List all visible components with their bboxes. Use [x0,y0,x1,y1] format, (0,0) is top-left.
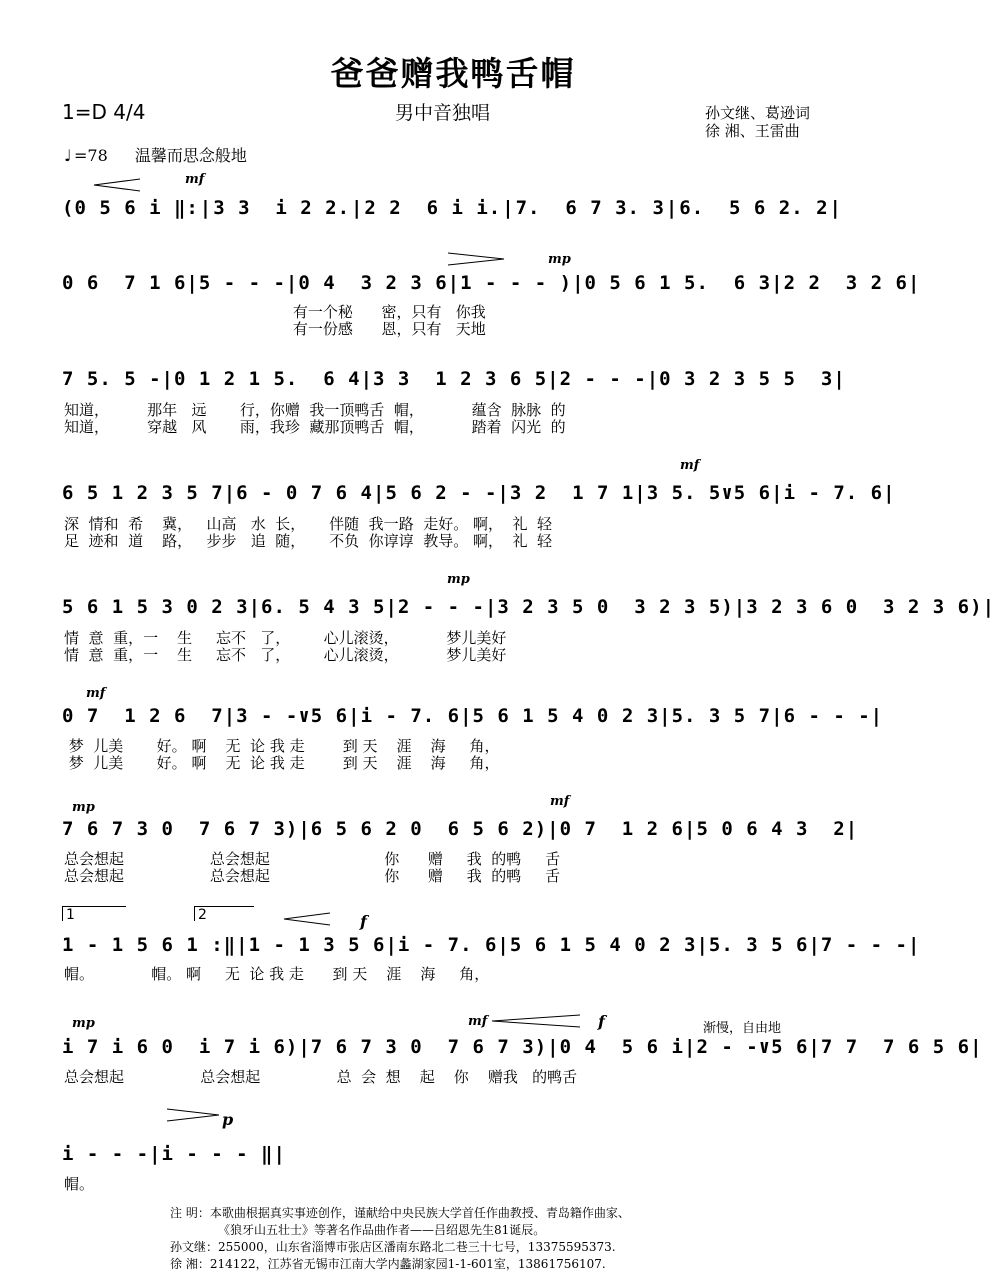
measure: 0 1 2 1 5. 6 4 [173,368,361,390]
crescendo-icon [92,178,142,192]
barline: | [696,934,709,956]
lyric-line: 足 迹和 道 路， 步步 追 随， 不负 你谆谆 教导。 啊， 礼 轻 [64,532,553,550]
notation-system [62,1143,286,1165]
measure: i - 7. 6 [397,934,498,956]
measure: 3 3 i 2 2. [213,197,351,219]
measure: i - 7. 6 [783,482,884,504]
measure: 0 7 1 2 6 7 [62,705,224,727]
barline: | [186,272,199,294]
barline: | [385,596,398,618]
barline: | [161,368,174,390]
lyric-line: 梦 儿美 好。 啊 无 论 我 走 到 天 涯 海 角， [64,754,500,772]
composers-credit: 徐 湘、王雷曲 [705,122,800,140]
barline: | [447,272,461,294]
measure: 7 6 7 3 0 7 6 7 3) [310,1036,548,1058]
measure: 0 5 6 1 5. 6 3 [584,272,772,294]
measure: 7 - - - [820,934,908,956]
volta-1: 1 [62,906,126,921]
dynamic-mp-2: mp [447,572,470,587]
barline: | [833,368,846,390]
measure: 5 0 6 4 3 2 [696,818,846,840]
dynamic-mp-4: mp [72,1016,95,1031]
barline: | [733,596,747,618]
measure: 0 4 5 6 i [559,1036,684,1058]
dynamic-mf-4: mf [550,794,570,809]
measure: 2 - - - [559,368,647,390]
footnote-line-3: 孙文继：255000，山东省淄博市张店区潘南东路北二巷三十七号，13375595373. [170,1240,616,1254]
song-title: 爸爸赠我鸭舌帽 [330,54,576,93]
dynamic-p: p [222,1110,234,1129]
dynamic-mp-1: mp [548,252,571,267]
notation-system [62,482,896,504]
crescendo-icon [490,1014,582,1028]
measure: 2 - -∨5 6 [696,1036,809,1058]
expression-text: 温馨而思念般地 [134,146,247,165]
lyric-line: 总会想起 总会想起 总 会 想 起 你 赠我 的鸭舌 [64,1068,578,1086]
dynamic-mp-3: mp [72,800,95,815]
measure: 6 5 6 2 0 6 5 6 2) [310,818,548,840]
measure: 0 7 1 2 6 [559,818,684,840]
barline: | [236,934,249,956]
barline: | [547,1036,560,1058]
barline: | [845,818,859,840]
measure: 5 - - - [198,272,286,294]
barline: | [298,818,311,840]
measure: i - - - ‖ [161,1143,274,1165]
measure: 3 2 1 7 1 [509,482,635,504]
barline: | [547,368,560,390]
measure: 7 5. 5 - [62,368,162,390]
quarter-note-icon: ♩ [64,146,72,165]
measure: 0 6 7 1 6 [62,272,187,294]
measure: 1 - - - ) [460,272,573,294]
barline: | [348,705,361,727]
lyric-line: 情 意 重，一 生 忘不 了， 心儿滚烫， 梦儿美好 [64,629,507,647]
barline: | [385,934,398,956]
lyric-line: 知道， 穿越 风 雨，我珍 藏那顶鸭舌 帽， 踏着 闪光 的 [64,418,566,436]
lyric-line: 情 意 重，一 生 忘不 了， 心儿滚烫， 梦儿美好 [64,646,507,664]
lyric-line: 梦 儿美 好。 啊 无 论 我 走 到 天 涯 海 角， [64,737,500,755]
lyric-line: 有一个秘 密，只有 你我 [64,303,486,321]
notation-system [62,272,921,294]
measure: 6 5 1 2 3 5 7 [62,482,224,504]
decrescendo-icon [165,1108,221,1122]
measure: 7. 6 7 3. 3 [515,197,665,219]
footnote-line-2: 《狼牙山五壮士》等著名作品曲作者——吕绍恩先生81诞辰。 [218,1223,546,1237]
barline: | [683,1036,697,1058]
barline: | [659,705,672,727]
tempo-marking [64,143,247,166]
measure: 6 - - - [783,705,871,727]
measure: 2 2 3 2 6 [783,272,908,294]
barline: | [883,482,896,504]
barline: | [484,596,498,618]
lyric-line: 帽。 [64,1175,95,1193]
measure: 5. 3 5 7 [671,705,772,727]
barline: | [373,482,386,504]
barline: | [248,596,262,618]
lyric-line: 深 情和 希 冀， 山高 水 长， 伴随 我一路 走好。 啊， 礼 轻 [64,515,553,533]
footnote-line-4: 徐 湘：214122，江苏省无锡市江南大学内蠡湖家园1-1-601室，13861756107. [170,1257,606,1271]
measure: 3 - -∨5 6 [236,705,349,727]
measure: 5. 3 5 6 [708,934,809,956]
barline: | [829,197,842,219]
measure: 6. 5 4 3 5 [261,596,386,618]
measure: 5 6 1 5 3 0 2 3 [62,596,249,618]
barline: | [665,197,679,219]
measure: 6. 5 6 2. 2 [679,197,829,219]
measure: i - 7. 6 [360,705,461,727]
decrescendo-icon [446,252,506,266]
measure: 3 2 3 6 0 3 2 3 6) [746,596,983,618]
barline: | [199,197,213,219]
barline: | [497,934,510,956]
dynamic-mf-2: mf [680,458,700,473]
measure: 5 6 1 5 4 0 2 3 [509,934,697,956]
barline: | [907,272,921,294]
notation-system [62,818,859,840]
barline: | [634,482,647,504]
key-signature: 1=D 4/4 [62,100,146,124]
tempo-value: =78 [74,146,108,165]
barline: | [298,1036,311,1058]
notation-system [62,705,884,727]
dynamic-f-1: f [360,912,367,931]
measure: 2 2 6 i i. [364,197,502,219]
measure: 5 6 2 - - [385,482,498,504]
measure: i - - - [62,1143,150,1165]
barline: | [351,197,364,219]
barline: | [460,705,473,727]
measure: 0 4 3 2 3 6 [298,272,448,294]
barline: | [870,705,884,727]
barline: | [547,818,560,840]
measure: i 7 i 6 0 i 7 i 6) [62,1036,299,1058]
lyric-line: 帽。 帽。 啊 无 论 我 走 到 天 涯 海 角， [64,965,490,983]
dynamic-mf-1: mf [185,172,205,187]
dynamic-mf-3: mf [86,686,106,701]
measure: 1 - 1 3 5 6 [248,934,386,956]
barline: | [572,272,585,294]
barline: | [808,1036,821,1058]
dynamic-f-2: f [598,1012,605,1031]
barline: | [502,197,515,219]
barline: | [771,705,784,727]
barline: | [223,482,237,504]
notation-system [62,596,995,618]
barline: | [683,818,697,840]
measure: 7 7 7 6 5 6 [820,1036,971,1058]
barline: | [970,1036,983,1058]
barline: | [771,272,784,294]
measure: 7 6 7 3 0 7 6 7 3) [62,818,299,840]
dynamic-mf-5: mf [468,1014,488,1029]
lyric-line: 知道， 那年 远 行，你赠 我一顶鸭舌 帽， 蕴含 脉脉 的 [64,401,566,419]
crescendo-icon [282,912,332,926]
lyric-line: 总会想起 总会想起 你 赠 我 的鸭 舌 [64,850,561,868]
lyricists-credit: 孙文继、葛逊词 [705,104,811,122]
footnote-line-1: 注 明：本歌曲根据真实事迹创作，谨献给中央民族大学首任作曲教授、青岛籍作曲家、 [170,1206,630,1220]
measure: 0 3 2 3 5 5 3 [659,368,834,390]
measure: 5 6 1 5 4 0 2 3 [472,705,660,727]
notation-system [62,368,846,390]
measure: 6 - 0 7 6 4 [236,482,374,504]
barline: | [273,1143,286,1165]
subtitle: 男中音独唱 [395,102,491,124]
measure: 3 2 3 5 0 3 2 3 5) [497,596,734,618]
barline: | [497,482,510,504]
lyric-line: 有一份感 恩，只有 天地 [64,320,486,338]
measure: 3 5. 5∨5 6 [646,482,772,504]
ritardando-text: 渐慢，自由地 [703,1021,782,1036]
measure: 3 3 1 2 3 6 5 [373,368,548,390]
barline: | [149,1143,162,1165]
notation-system [62,197,842,219]
barline: | [982,596,995,618]
measure: 1 - 1 5 6 1 :‖ [62,934,237,956]
lyric-line: 总会想起 总会想起 你 赠 我 的鸭 舌 [64,867,561,885]
measure: 2 - - - [397,596,485,618]
footnotes [170,1205,630,1273]
barline: | [223,705,237,727]
barline: | [285,272,299,294]
barline: | [907,934,921,956]
barline: | [360,368,374,390]
measure: (0 5 6 i ‖: [62,197,199,219]
barline: | [646,368,660,390]
volta-2: 2 [194,906,254,921]
barline: | [808,934,821,956]
notation-system [62,1036,983,1058]
barline: | [771,482,784,504]
notation-system [62,934,921,956]
